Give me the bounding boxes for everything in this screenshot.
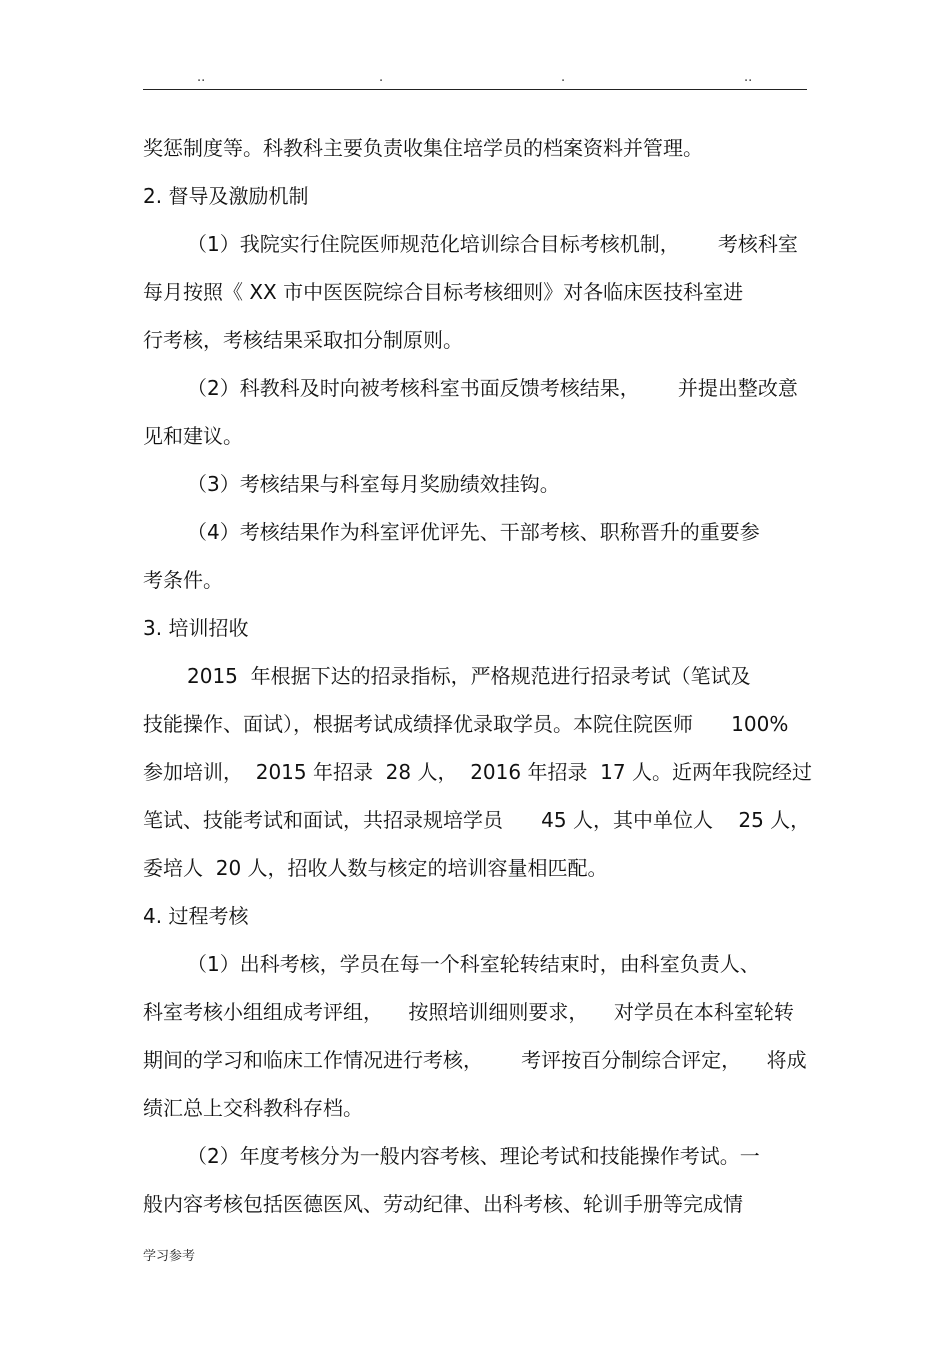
text-line: 行考核，考核结果采取扣分制原则。 [143, 328, 463, 352]
text-line: 期间的学习和临床工作情况进行考核， 考评按百分制综合评定， 将成 [143, 1048, 807, 1072]
text-line: 见和建议。 [143, 424, 243, 448]
text-line: （1）出科考核，学员在每一个科室轮转结束时，由科室负责人、 [187, 952, 760, 976]
text-line: （2）科教科及时向被考核科室书面反馈考核结果， 并提出整改意 [187, 376, 798, 400]
text-line: 考条件。 [143, 568, 223, 592]
text-line: 每月按照《 XX 市中医医院综合目标考核细则》对各临床医技科室进 [143, 280, 744, 304]
text-line: 委培人 20 人，招收人数与核定的培训容量相匹配。 [143, 856, 608, 880]
text-line: 科室考核小组组成考评组， 按照培训细则要求， 对学员在本科室轮转 [143, 1000, 794, 1024]
text-line: 奖惩制度等。科教科主要负责收集住培学员的档案资料并管理。 [143, 136, 703, 160]
section-heading: 3. 培训招收 [143, 616, 249, 640]
text-line: （1）我院实行住院医师规范化培训综合目标考核机制， 考核科室 [187, 232, 798, 256]
text-line: 技能操作、面试），根据考试成绩择优录取学员。本院住院医师 100% [143, 712, 789, 736]
header-mark: .. [197, 70, 206, 85]
text-line: 2015 年根据下达的招录指标，严格规范进行招录考试（笔试及 [187, 664, 751, 688]
text-line: 参加培训， 2015 年招录 28 人， 2016 年招录 17 人。近两年我院经过 [143, 760, 812, 784]
section-heading: 2. 督导及激励机制 [143, 184, 309, 208]
header-mark: .. [744, 70, 753, 85]
header-mark: . [379, 70, 384, 85]
text-line: （4）考核结果作为科室评优评先、干部考核、职称晋升的重要参 [187, 520, 760, 544]
text-line: 绩汇总上交科教科存档。 [143, 1096, 363, 1120]
text-line: （2）年度考核分为一般内容考核、理论考试和技能操作考试。一 [187, 1144, 760, 1168]
text-line: 般内容考核包括医德医风、劳动纪律、出科考核、轮训手册等完成情 [143, 1192, 743, 1216]
page-footer: 学习参考 [143, 1249, 196, 1264]
header-mark: . [561, 70, 566, 85]
text-line: （3）考核结果与科室每月奖励绩效挂钩。 [187, 472, 560, 496]
header-rule [143, 89, 807, 90]
section-heading: 4. 过程考核 [143, 904, 249, 928]
text-line: 笔试、技能考试和面试，共招录规培学员 45 人，其中单位人 25 人， [143, 808, 811, 832]
